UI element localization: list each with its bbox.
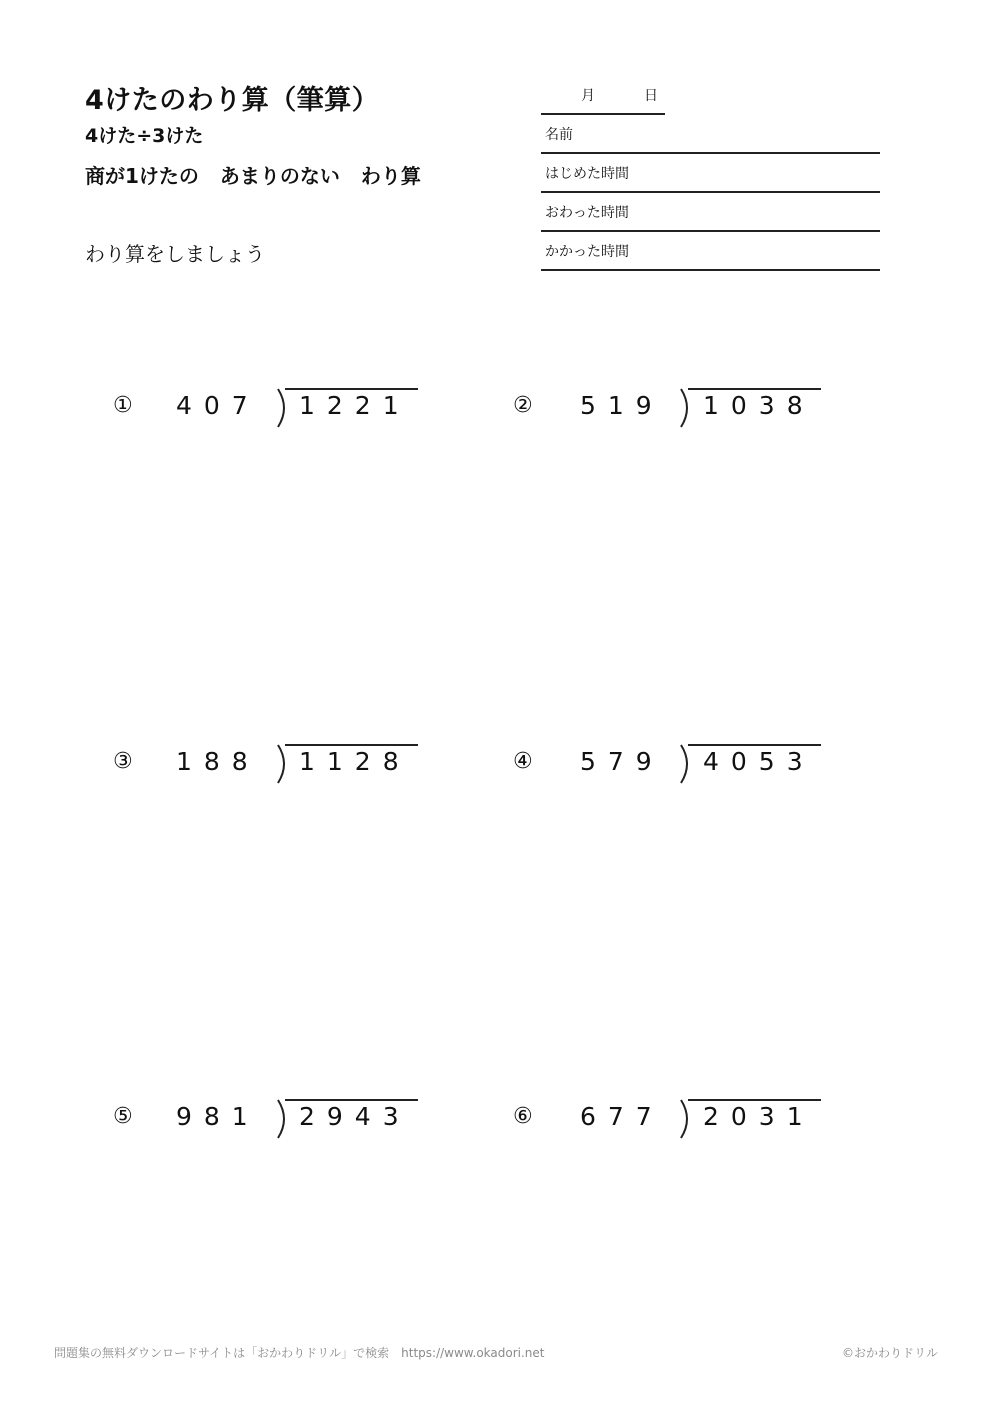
date-field[interactable] — [541, 84, 665, 115]
division-bracket-icon — [677, 1099, 695, 1139]
day-label: 日 — [644, 88, 658, 104]
problem-number: ③ — [113, 749, 133, 774]
footer-site-text: 問題集の無料ダウンロードサイトは「おかわりドリル」で検索 https://www.okadori.net — [54, 1346, 545, 1360]
instruction-text: わり算をしましょう — [85, 242, 265, 266]
divisor: 188 — [176, 747, 260, 776]
problem-1 — [113, 388, 413, 438]
dividend: 2031 — [703, 1102, 815, 1131]
division-line — [688, 744, 821, 746]
worksheet-subtitle: 4けた÷3けた — [85, 125, 204, 147]
dividend: 1221 — [299, 391, 411, 420]
start-time-label: はじめた時間 — [545, 166, 629, 182]
problem-3 — [113, 744, 413, 794]
footer-copyright: ©おかわりドリル — [841, 1346, 938, 1360]
start-time-field[interactable] — [541, 154, 880, 193]
divisor: 981 — [176, 1102, 260, 1131]
dividend: 4053 — [703, 747, 815, 776]
problem-number: ④ — [513, 749, 533, 774]
divisor: 519 — [580, 391, 664, 420]
worksheet-title: 4けたのわり算（筆算） — [85, 85, 380, 116]
problem-6 — [513, 1099, 813, 1149]
division-bracket-icon — [274, 744, 292, 784]
dividend: 1038 — [703, 391, 815, 420]
name-label: 名前 — [545, 127, 573, 143]
problem-number: ⑥ — [513, 1104, 533, 1129]
elapsed-time-label: かかった時間 — [545, 244, 629, 260]
division-bracket-icon — [274, 388, 292, 428]
month-label: 月 — [581, 88, 595, 104]
division-bracket-icon — [274, 1099, 292, 1139]
worksheet-subtitle-2: 商が1けたの あまりのない わり算 — [85, 164, 421, 188]
dividend: 2943 — [299, 1102, 411, 1131]
division-line — [285, 388, 418, 390]
division-bracket-icon — [677, 744, 695, 784]
problem-number: ① — [113, 393, 133, 418]
problem-number: ⑤ — [113, 1104, 133, 1129]
name-field[interactable] — [541, 115, 880, 154]
division-line — [285, 744, 418, 746]
problem-2 — [513, 388, 813, 438]
division-line — [688, 1099, 821, 1101]
divisor: 579 — [580, 747, 664, 776]
elapsed-time-field[interactable] — [541, 232, 880, 271]
dividend: 1128 — [299, 747, 411, 776]
end-time-field[interactable] — [541, 193, 880, 232]
divisor: 677 — [580, 1102, 664, 1131]
problem-number: ② — [513, 393, 533, 418]
end-time-label: おわった時間 — [545, 205, 629, 221]
problem-5 — [113, 1099, 413, 1149]
problem-4 — [513, 744, 813, 794]
division-bracket-icon — [677, 388, 695, 428]
divisor: 407 — [176, 391, 260, 420]
division-line — [688, 388, 821, 390]
division-line — [285, 1099, 418, 1101]
